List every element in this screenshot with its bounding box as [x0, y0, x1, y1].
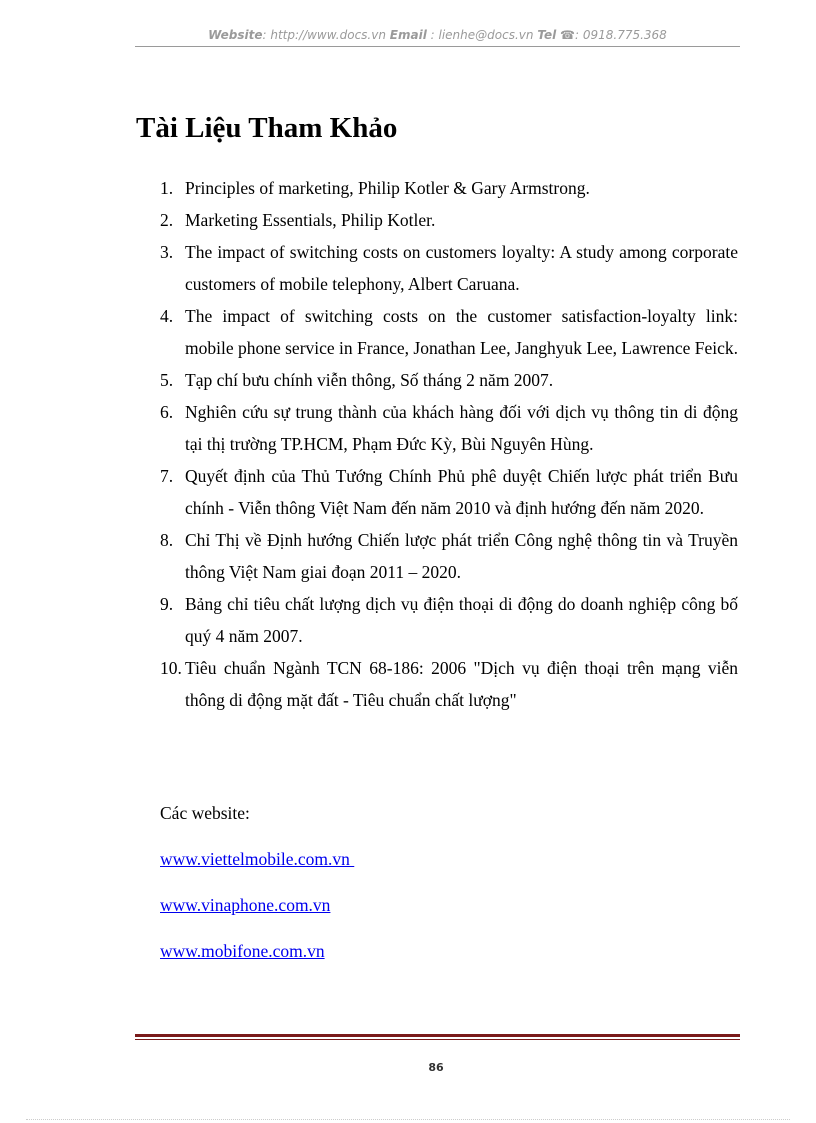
reference-number: 2.	[160, 210, 174, 230]
header-divider	[135, 46, 740, 47]
reference-item	[160, 236, 738, 300]
email-value: : lienhe@docs.vn	[430, 28, 534, 42]
reference-text: Bảng chỉ tiêu chất lượng dịch vụ điện thoại di động do doanh nghiệp công bố quý 4 năm 2007.	[185, 594, 738, 646]
reference-number: 3.	[160, 242, 174, 262]
reference-text: Marketing Essentials, Philip Kotler.	[185, 210, 436, 230]
page-title: Tài Liệu Tham Khảo	[136, 112, 398, 144]
tel-value: : 0918.775.368	[574, 28, 667, 42]
footer-divider-thin	[135, 1039, 740, 1040]
reference-number: 5.	[160, 370, 174, 390]
reference-item	[160, 460, 738, 524]
page-number: 86	[428, 1061, 444, 1074]
reference-item	[160, 396, 738, 460]
reference-item	[160, 588, 738, 652]
reference-text: Tiêu chuẩn Ngành TCN 68-186: 2006 "Dịch vụ điện thoại trên mạng viễn thông di động mặt đất - Tiêu chuẩn chất lượng"	[185, 658, 738, 710]
phone-icon: ☎	[560, 28, 575, 42]
reference-number: 4.	[160, 306, 174, 326]
page-header	[135, 28, 740, 42]
website-value: : http://www.docs.vn	[262, 28, 386, 42]
websites-label: Các website:	[160, 803, 250, 823]
website-link-vinaphone[interactable]: www.vinaphone.com.vn	[160, 895, 331, 915]
reference-text: Tạp chí bưu chính viễn thông, Số tháng 2 năm 2007.	[185, 370, 554, 390]
reference-item	[160, 652, 738, 716]
reference-number: 10.	[160, 658, 182, 678]
reference-number: 9.	[160, 594, 174, 614]
reference-list	[160, 172, 738, 716]
reference-item	[160, 524, 738, 588]
reference-item	[160, 364, 738, 396]
reference-text: Nghiên cứu sự trung thành của khách hàng đối với dịch vụ thông tin di động tại thị trường TP.HCM, Phạm Đức Kỳ, Bùi Nguyên Hùng.	[185, 402, 738, 454]
reference-text: Principles of marketing, Philip Kotler & Gary Armstrong.	[185, 178, 590, 198]
tel-label: Tel	[537, 28, 557, 42]
reference-number: 7.	[160, 466, 174, 486]
reference-item	[160, 300, 738, 364]
reference-text: The impact of switching costs on the customer satisfaction-loyalty link: mobile phone service in France, Jonathan Lee, Janghyuk Lee, Lawrence Feick.	[185, 306, 738, 358]
reference-text: Quyết định của Thủ Tướng Chính Phủ phê duyệt Chiến lược phát triển Bưu chính - Viễn thông Việt Nam đến năm 2010 và định hướng đến năm 2020.	[185, 466, 738, 518]
reference-number: 6.	[160, 402, 174, 422]
reference-text: The impact of switching costs on customers loyalty: A study among corporate customers of mobile telephony, Albert Caruana.	[185, 242, 738, 294]
reference-item	[160, 172, 738, 204]
reference-number: 8.	[160, 530, 174, 550]
website-link-viettel[interactable]: www.viettelmobile.com.vn	[160, 849, 355, 869]
reference-item	[160, 204, 738, 236]
reference-number: 1.	[160, 178, 174, 198]
website-link-mobifone[interactable]: www.mobifone.com.vn	[160, 941, 325, 961]
email-label: Email	[389, 28, 427, 42]
reference-text: Chỉ Thị về Định hướng Chiến lược phát triển Công nghệ thông tin và Truyền thông Việt Nam giai đoạn 2011 – 2020.	[185, 530, 738, 582]
footer-divider	[135, 1034, 740, 1037]
website-label: Website	[208, 28, 263, 42]
page-bottom-border	[26, 1119, 790, 1120]
